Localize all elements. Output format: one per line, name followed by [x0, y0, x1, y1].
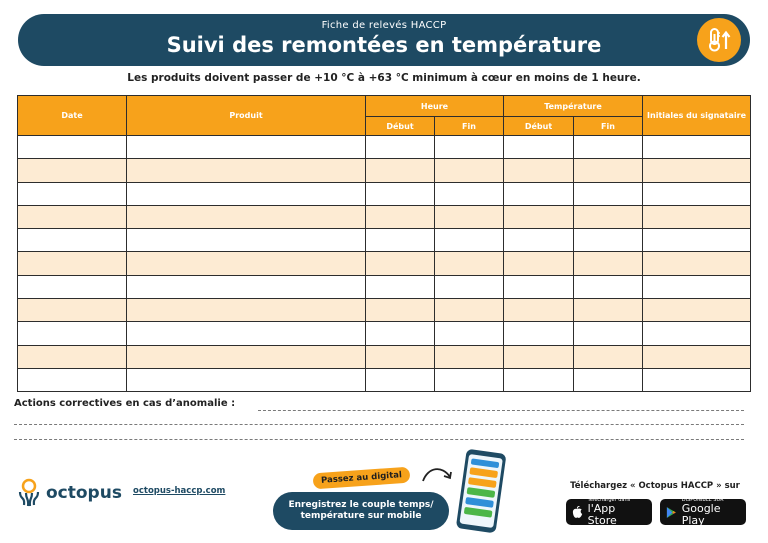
- cell-produit[interactable]: [127, 322, 366, 345]
- apple-icon: [572, 506, 583, 519]
- cell-heure-fin[interactable]: [435, 345, 504, 368]
- column-header-heure-fin: Fin: [435, 117, 504, 136]
- cell-heure-debut[interactable]: [366, 345, 435, 368]
- cell-heure-fin[interactable]: [435, 229, 504, 252]
- cell-date[interactable]: [18, 229, 127, 252]
- cell-heure-debut[interactable]: [366, 136, 435, 159]
- website-link[interactable]: octopus-haccp.com: [133, 486, 226, 496]
- cell-initiales[interactable]: [643, 345, 751, 368]
- column-group-heure: Heure: [366, 96, 504, 117]
- cell-temperature-debut[interactable]: [504, 182, 574, 205]
- octopus-logo: [16, 478, 122, 508]
- cell-heure-fin[interactable]: [435, 159, 504, 182]
- cell-initiales[interactable]: [643, 159, 751, 182]
- cell-initiales[interactable]: [643, 368, 751, 391]
- temperature-log-table: [17, 95, 751, 392]
- cell-initiales[interactable]: [643, 229, 751, 252]
- cell-heure-fin[interactable]: [435, 136, 504, 159]
- column-header-produit: Produit: [127, 96, 366, 136]
- cell-temperature-debut[interactable]: [504, 136, 574, 159]
- cell-produit[interactable]: [127, 252, 366, 275]
- column-header-temperature-fin: Fin: [574, 117, 643, 136]
- cell-heure-debut[interactable]: [366, 252, 435, 275]
- cell-initiales[interactable]: [643, 299, 751, 322]
- cell-heure-debut[interactable]: [366, 182, 435, 205]
- octopus-logo-icon: [16, 478, 42, 508]
- cell-temperature-fin[interactable]: [574, 275, 643, 298]
- thermometer-up-icon: [697, 18, 741, 62]
- table-row: [18, 322, 751, 345]
- cell-heure-fin[interactable]: [435, 322, 504, 345]
- table-row: [18, 229, 751, 252]
- cell-heure-debut[interactable]: [366, 322, 435, 345]
- column-header-temperature-debut: Début: [504, 117, 574, 136]
- cell-heure-fin[interactable]: [435, 205, 504, 228]
- cell-temperature-fin[interactable]: [574, 345, 643, 368]
- cell-initiales[interactable]: [643, 136, 751, 159]
- cell-temperature-fin[interactable]: [574, 368, 643, 391]
- cell-temperature-fin[interactable]: [574, 182, 643, 205]
- cell-date[interactable]: [18, 252, 127, 275]
- table-row: [18, 345, 751, 368]
- table-row: [18, 252, 751, 275]
- cell-temperature-debut[interactable]: [504, 252, 574, 275]
- column-group-temperature: Température: [504, 96, 643, 117]
- table-row: [18, 368, 751, 391]
- googleplay-big-text: Google Play: [681, 501, 721, 527]
- header-subtitle: Fiche de relevés HACCP: [321, 20, 447, 31]
- corrective-actions-line-1[interactable]: [258, 410, 744, 411]
- cell-temperature-fin[interactable]: [574, 136, 643, 159]
- table-row: [18, 299, 751, 322]
- cell-temperature-fin[interactable]: [574, 322, 643, 345]
- table-row: [18, 275, 751, 298]
- cell-temperature-debut[interactable]: [504, 299, 574, 322]
- cell-produit[interactable]: [127, 136, 366, 159]
- googleplay-small-text: DISPONIBLE SUR: [681, 496, 724, 503]
- appstore-small-text: Télécharger dans: [587, 496, 631, 503]
- cell-heure-debut[interactable]: [366, 229, 435, 252]
- cell-date[interactable]: [18, 136, 127, 159]
- cell-produit[interactable]: [127, 275, 366, 298]
- header-banner: [18, 14, 750, 66]
- cell-temperature-debut[interactable]: [504, 205, 574, 228]
- intro-text: Les produits doivent passer de +10 °C à +63 °C minimum à cœur en moins de 1 heure.: [127, 72, 641, 84]
- column-header-heure-debut: Début: [366, 117, 435, 136]
- brand-name: octopus: [46, 483, 122, 503]
- cell-heure-fin[interactable]: [435, 275, 504, 298]
- phone-mockup-icon: [453, 449, 509, 535]
- mobile-promo: [273, 492, 449, 530]
- cell-date[interactable]: [18, 205, 127, 228]
- corrective-actions-label: Actions correctives en cas d’anomalie :: [14, 398, 236, 409]
- cell-produit[interactable]: [127, 345, 366, 368]
- cell-date[interactable]: [18, 322, 127, 345]
- cell-produit[interactable]: [127, 159, 366, 182]
- cell-initiales[interactable]: [643, 322, 751, 345]
- curved-arrow-icon: [420, 463, 456, 487]
- cell-temperature-debut[interactable]: [504, 159, 574, 182]
- cell-heure-debut[interactable]: [366, 159, 435, 182]
- googleplay-button[interactable]: [660, 496, 746, 527]
- cell-temperature-debut[interactable]: [504, 275, 574, 298]
- cell-heure-fin[interactable]: [435, 368, 504, 391]
- cell-temperature-fin[interactable]: [574, 159, 643, 182]
- cell-temperature-fin[interactable]: [574, 205, 643, 228]
- cell-initiales[interactable]: [643, 252, 751, 275]
- cell-initiales[interactable]: [643, 275, 751, 298]
- table-row: [18, 159, 751, 182]
- cell-heure-fin[interactable]: [435, 182, 504, 205]
- cell-heure-debut[interactable]: [366, 368, 435, 391]
- corrective-actions: [14, 398, 750, 409]
- corrective-actions-line-3[interactable]: [14, 439, 744, 440]
- cell-initiales[interactable]: [643, 182, 751, 205]
- cell-heure-debut[interactable]: [366, 299, 435, 322]
- cell-heure-debut[interactable]: [366, 275, 435, 298]
- cell-date[interactable]: [18, 368, 127, 391]
- cell-date[interactable]: [18, 299, 127, 322]
- cell-heure-fin[interactable]: [435, 252, 504, 275]
- cell-date[interactable]: [18, 345, 127, 368]
- cell-temperature-debut[interactable]: [504, 368, 574, 391]
- page-title: Suivi des remontées en température: [166, 33, 602, 57]
- appstore-big-text: l'App Store: [587, 501, 617, 527]
- promo-tag: Passez au digital: [313, 467, 411, 490]
- cell-temperature-debut[interactable]: [504, 229, 574, 252]
- cell-heure-fin[interactable]: [435, 299, 504, 322]
- cell-temperature-fin[interactable]: [574, 299, 643, 322]
- cell-produit[interactable]: [127, 368, 366, 391]
- cell-date[interactable]: [18, 159, 127, 182]
- column-header-date: Date: [18, 96, 127, 136]
- google-play-icon: [666, 506, 677, 519]
- download-text: Téléchargez « Octopus HACCP » sur: [570, 481, 740, 491]
- table-row: [18, 182, 751, 205]
- cell-produit[interactable]: [127, 182, 366, 205]
- cell-temperature-debut[interactable]: [504, 322, 574, 345]
- cell-date[interactable]: [18, 182, 127, 205]
- cell-produit[interactable]: [127, 205, 366, 228]
- cell-initiales[interactable]: [643, 205, 751, 228]
- cell-temperature-fin[interactable]: [574, 229, 643, 252]
- table-row: [18, 205, 751, 228]
- cell-temperature-debut[interactable]: [504, 345, 574, 368]
- promo-text: Enregistrez le couple temps/ température sur mobile: [288, 499, 434, 521]
- cell-date[interactable]: [18, 275, 127, 298]
- cell-produit[interactable]: [127, 299, 366, 322]
- column-header-initiales: Initiales du signataire: [643, 96, 751, 136]
- table-row: [18, 136, 751, 159]
- cell-produit[interactable]: [127, 229, 366, 252]
- cell-heure-debut[interactable]: [366, 205, 435, 228]
- cell-temperature-fin[interactable]: [574, 252, 643, 275]
- corrective-actions-line-2[interactable]: [14, 424, 744, 425]
- appstore-button[interactable]: [566, 496, 652, 527]
